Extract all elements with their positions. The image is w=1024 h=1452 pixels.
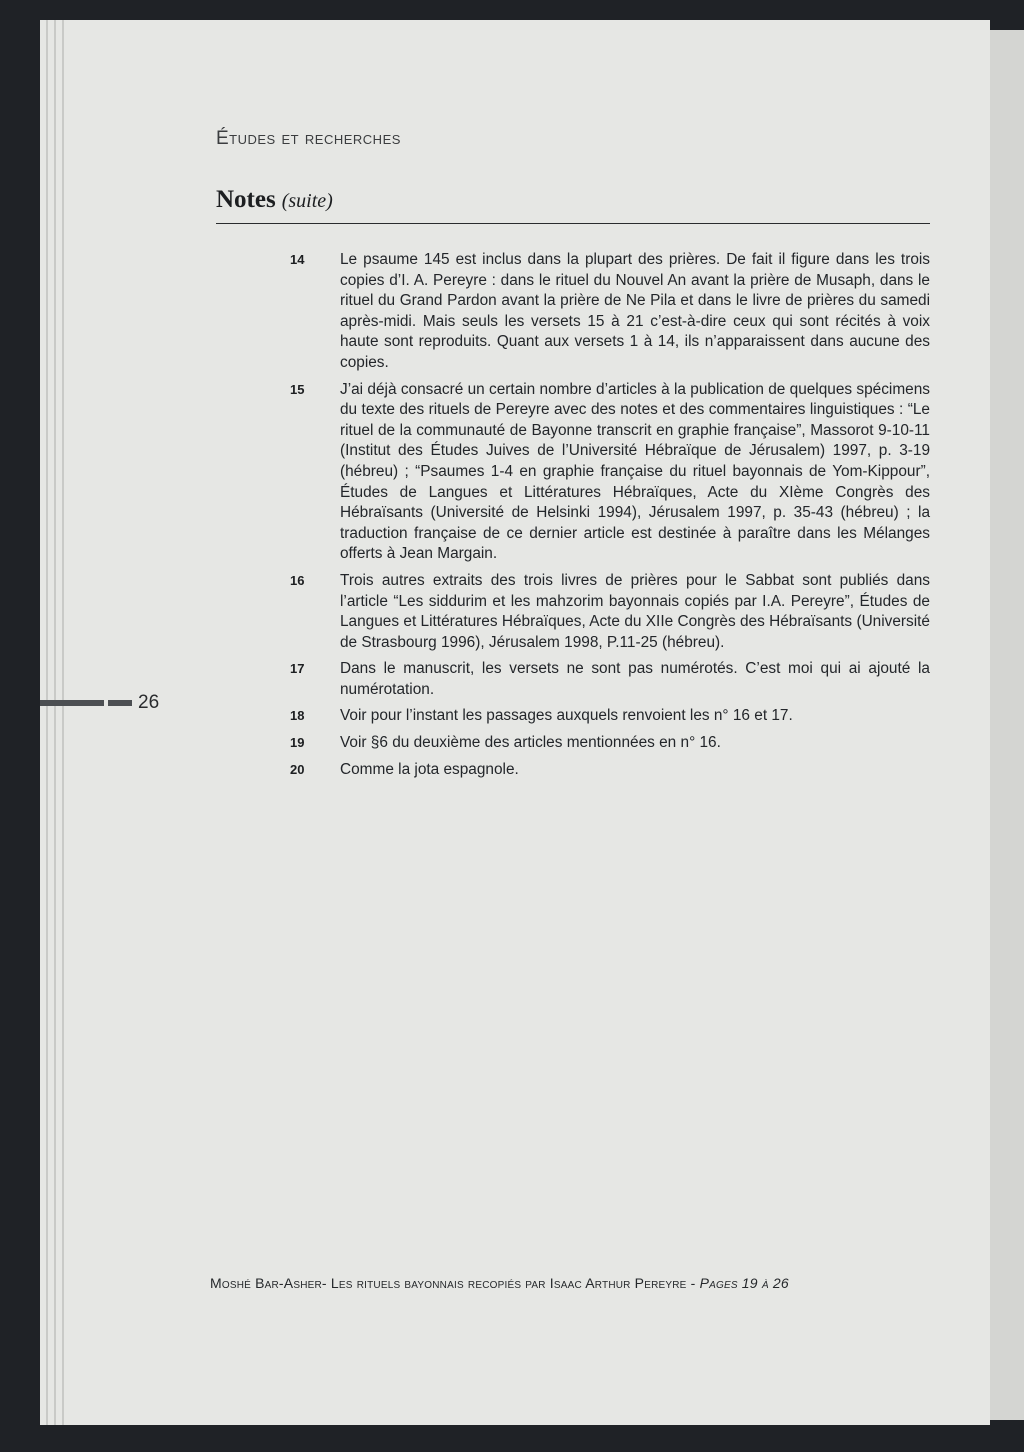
- notes-title: Notes: [216, 186, 276, 213]
- footer-title: Les rituels bayonnais recopiés par Isaac Arthur Pereyre: [330, 1275, 687, 1291]
- note-text: Voir pour l’instant les passages auxquels renvoient les n° 16 et 17.: [340, 707, 793, 725]
- note-text: Voir §6 du deuxième des articles mentionnées en n° 16.: [340, 734, 721, 752]
- footer-separator: -: [690, 1275, 696, 1291]
- note-text: J’ai déjà consacré un certain nombre d’articles à la publication de quelques spécimens du texte des rituels de Pereyre avec des notes et des commentaires linguistiques : “Le rituel de la communauté de Bayonne transcrit en graphie française”, Massorot 9-10-11 (Institut des Études Juives de l’Université Hébraïque de Jérusalem) 1997, p. 3-19 (hébreu) ; “Psaumes 1-4 en graphie française du rituel bayonnais de Yom-Kippour”, Études de Langues et Littératures Hébraïques, Acte du XIème Congrès des Hébraïsants (Université de Helsinki 1994), Jérusalem 1997, p. 35-43 (hébreu) ; la traduction française de ce dernier article est destinée à paraître dans les Mélanges offerts à Jean Margain.: [340, 380, 930, 563]
- marker-bar: [40, 700, 104, 706]
- heading-rule: [216, 223, 930, 224]
- note-number: 14: [290, 252, 305, 267]
- page-marker: [40, 692, 159, 714]
- note-text: Trois autres extraits des trois livres de prières pour le Sabbat sont publiés dans l’article “Les siddurim et les mahzorim bayonnais copiés par I.A. Pereyre”, Études de Langues et Littératures Hébraïques, Acte du XIIe Congrès des Hébraïsants (Université de Strasbourg 1996), Jérusalem 1998, P.11-25 (hébreu).: [340, 571, 930, 651]
- marker-bar: [108, 700, 132, 706]
- note-number: 18: [290, 708, 305, 724]
- document-page: [40, 20, 990, 1425]
- notes-list: [216, 250, 930, 786]
- note-text: Comme la jota espagnole.: [340, 760, 519, 778]
- binding-stripe: [54, 20, 56, 1425]
- note-text: Le psaume 145 est inclus dans la plupart des prières. De fait il figure dans les trois copies d’I. A. Pereyre : dans le rituel du Nouvel An avant la prière de Musaph, dans le rituel du Grand Pardon avant la prière de Ne Pila et dans le livre de prières du samedi après-midi. Mais seuls les versets 15 à 21 c’est-à-dire ceux qui sont récités à voix haute sont reproduits. Quant aux versets 1 à 14, ils n’apparaissent dans aucune des copies.: [340, 251, 930, 371]
- running-footer: [210, 1275, 910, 1291]
- note-item: [216, 250, 930, 374]
- notes-heading: [216, 186, 333, 214]
- binding-stripe: [46, 20, 48, 1425]
- note-item: [216, 760, 930, 781]
- note-item: [216, 706, 930, 727]
- footer-author: Moshé Bar-Asher-: [210, 1275, 327, 1291]
- note-item: [216, 659, 930, 700]
- note-number: 20: [290, 761, 305, 777]
- note-number: 16: [290, 572, 305, 588]
- note-item: [216, 380, 930, 565]
- binding-stripe: [62, 20, 64, 1425]
- note-number: 19: [290, 735, 305, 751]
- note-number: 17: [290, 661, 305, 677]
- note-number: 15: [290, 381, 305, 397]
- note-text: Dans le manuscrit, les versets ne sont pas numérotés. C’est moi qui ai ajouté la numérotation.: [340, 660, 930, 698]
- section-title: Études et recherches: [216, 128, 401, 149]
- note-item: [216, 571, 930, 653]
- notes-suffix: (suite): [281, 190, 333, 212]
- note-item: [216, 733, 930, 754]
- footer-pages: Pages 19 à 26: [699, 1275, 789, 1291]
- page-number: 26: [138, 692, 160, 713]
